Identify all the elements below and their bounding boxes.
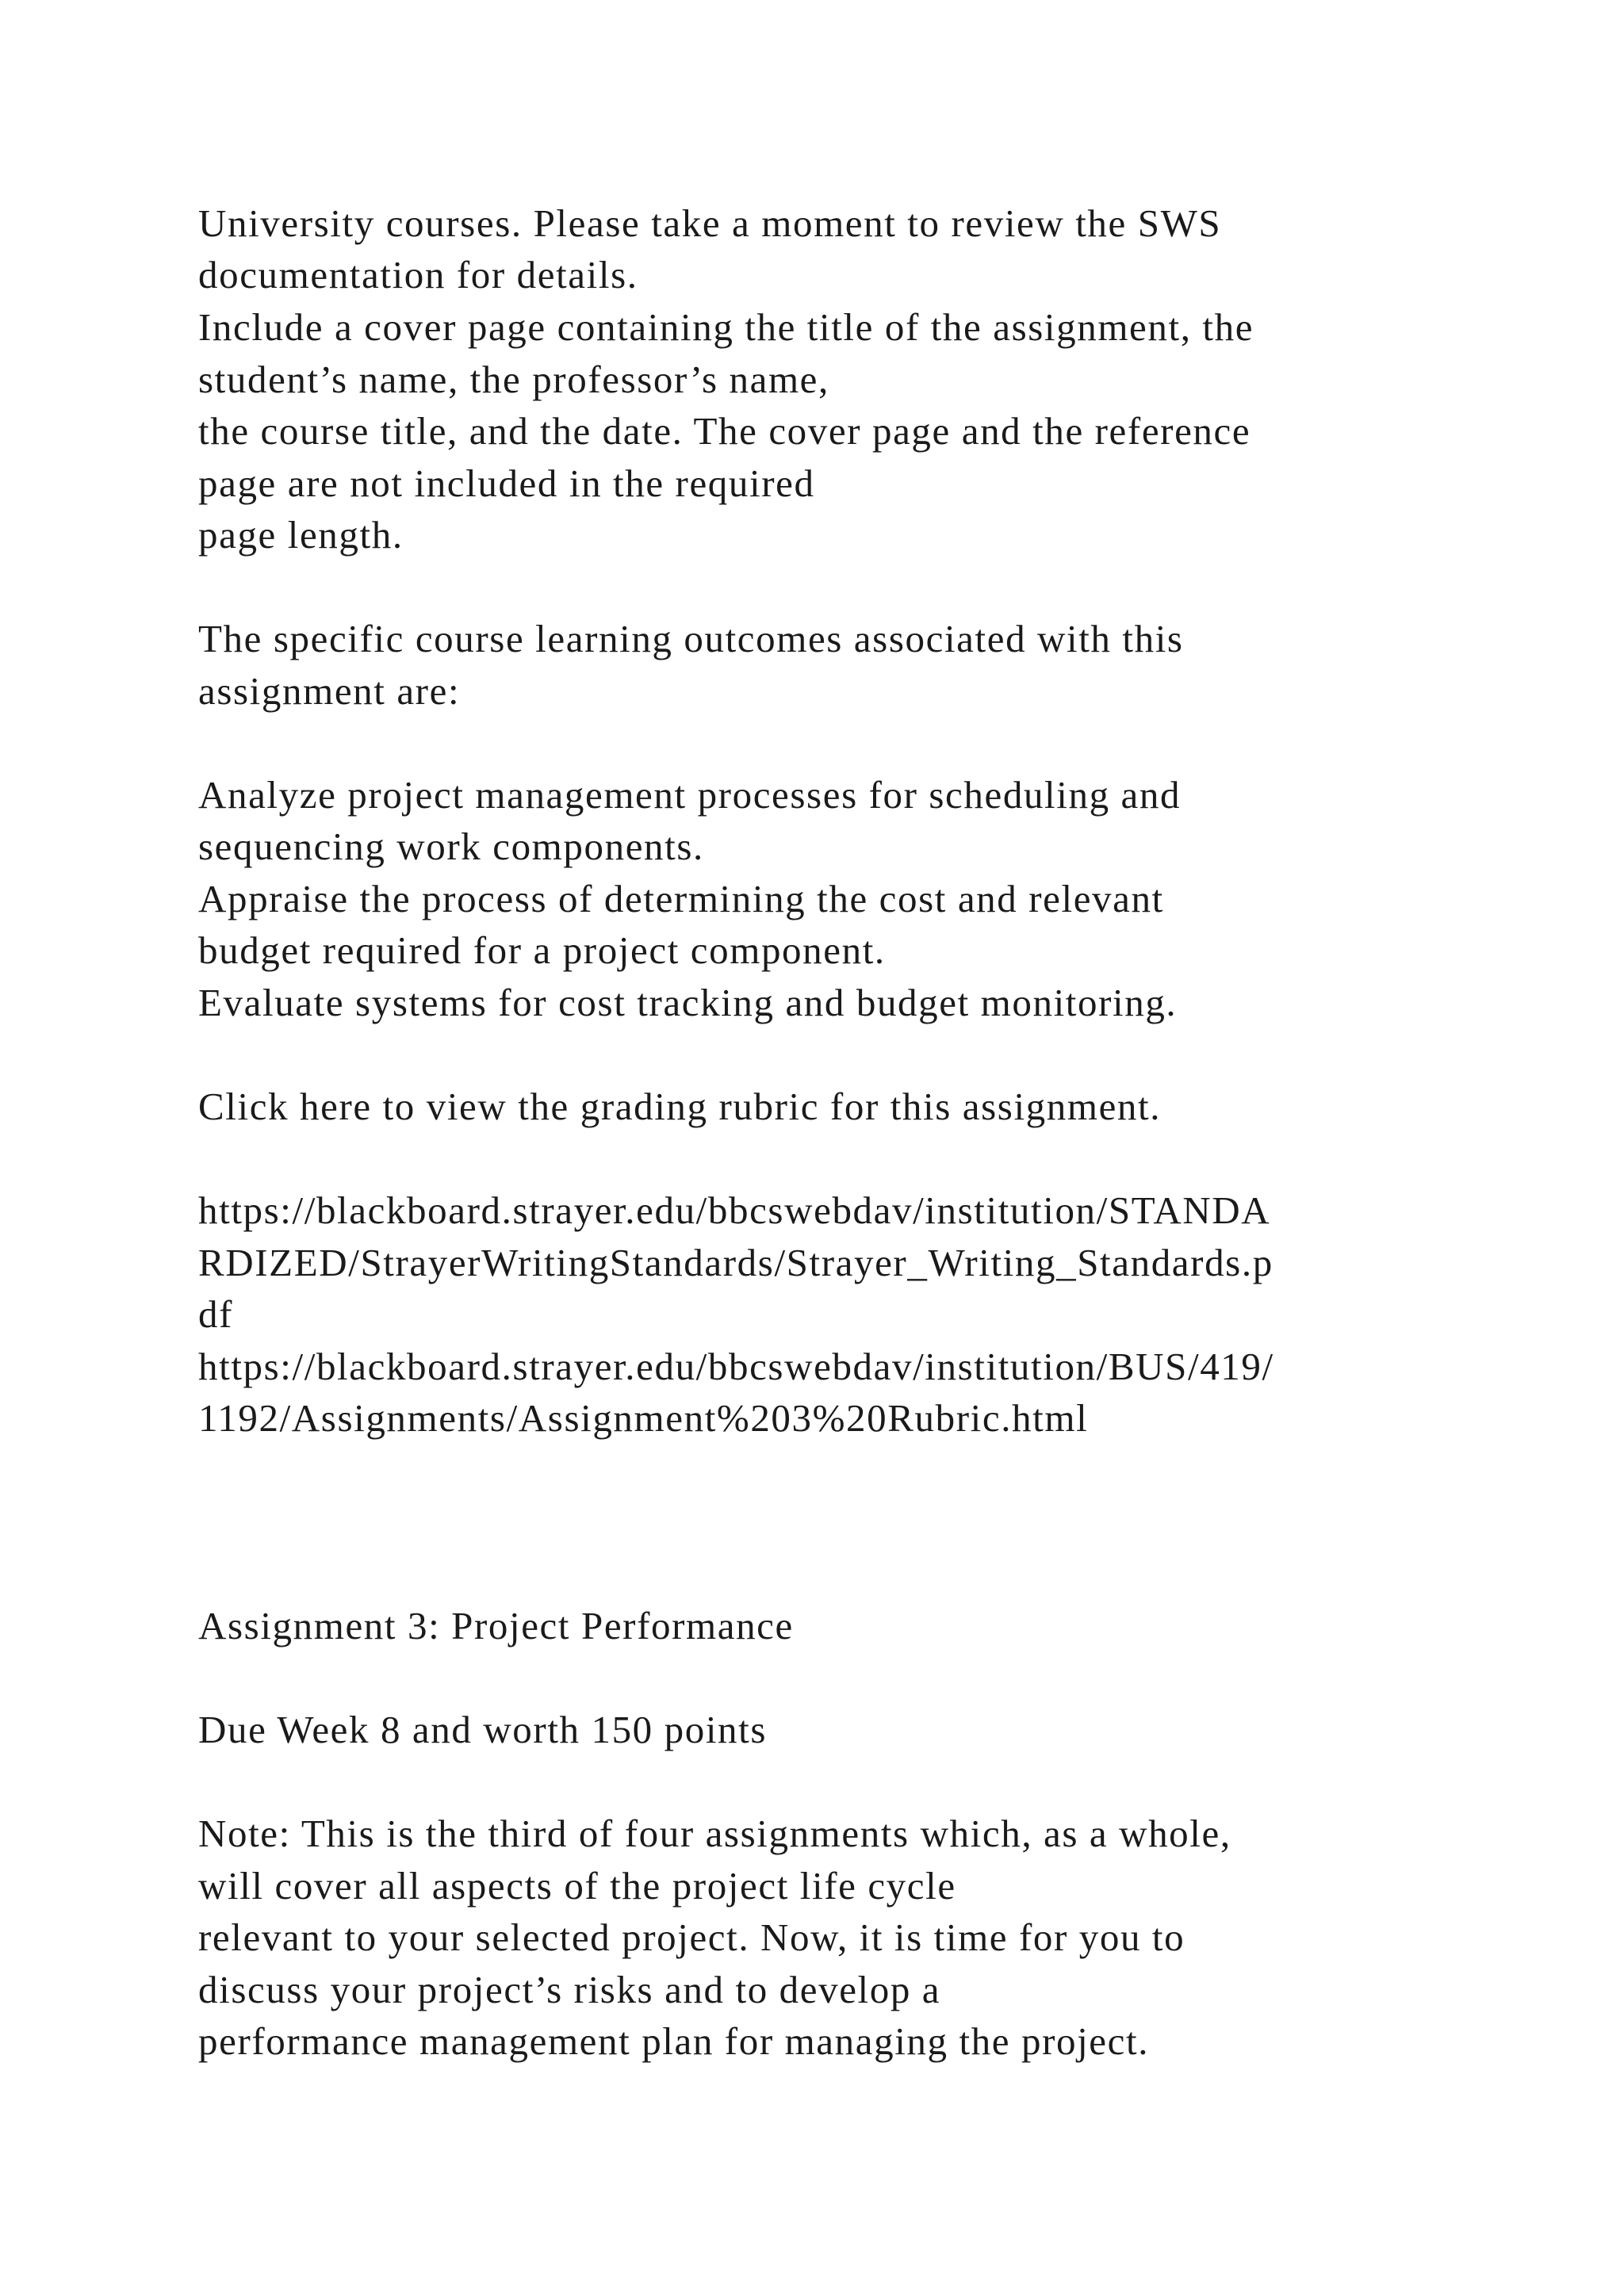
learning-outcome: budget required for a project component. — [198, 928, 886, 972]
rubric-link-text: Click here to view the grading rubric for this assignment. — [198, 1085, 1162, 1128]
url-line: 1192/Assignments/Assignment%203%20Rubric.html — [198, 1396, 1089, 1440]
assignment-title: Assignment 3: Project Performance — [198, 1604, 794, 1647]
learning-outcome: Evaluate systems for cost tracking and budget monitoring. — [198, 981, 1178, 1024]
url-line: df — [198, 1292, 234, 1336]
url-line: RDIZED/StrayerWritingStandards/Strayer_Writing_Standards.p — [198, 1241, 1274, 1284]
text-line: discuss your project’s risks and to develop a — [198, 1968, 941, 2011]
text-line: student’s name, the professor’s name, — [198, 358, 829, 401]
url-line: https://blackboard.strayer.edu/bbcswebdav/institution/BUS/419/ — [198, 1345, 1274, 1388]
text-line: will cover all aspects of the project life cycle — [198, 1864, 956, 1908]
text-line: assignment are: — [198, 669, 461, 713]
learning-outcome: Analyze project management processes for scheduling and — [198, 773, 1182, 817]
text-line: The specific course learning outcomes associated with this — [198, 617, 1184, 660]
text-line: Include a cover page containing the title of the assignment, the — [198, 305, 1254, 349]
text-line: page are not included in the required — [198, 461, 815, 505]
text-line: Note: This is the third of four assignments which, as a whole, — [198, 1812, 1231, 1855]
text-line: the course title, and the date. The cover page and the reference — [198, 409, 1251, 453]
text-line: page length. — [198, 513, 404, 557]
learning-outcome: Appraise the process of determining the cost and relevant — [198, 877, 1164, 920]
learning-outcome: sequencing work components. — [198, 825, 704, 868]
text-line: documentation for details. — [198, 253, 638, 297]
url-line: https://blackboard.strayer.edu/bbcswebdav/institution/STANDA — [198, 1188, 1271, 1232]
due-date-line: Due Week 8 and worth 150 points — [198, 1708, 768, 1751]
text-line: relevant to your selected project. Now, it is time for you to — [198, 1915, 1185, 1959]
text-line: performance management plan for managing the project. — [198, 2019, 1150, 2063]
text-line: University courses. Please take a moment to review the SWS — [198, 201, 1222, 245]
